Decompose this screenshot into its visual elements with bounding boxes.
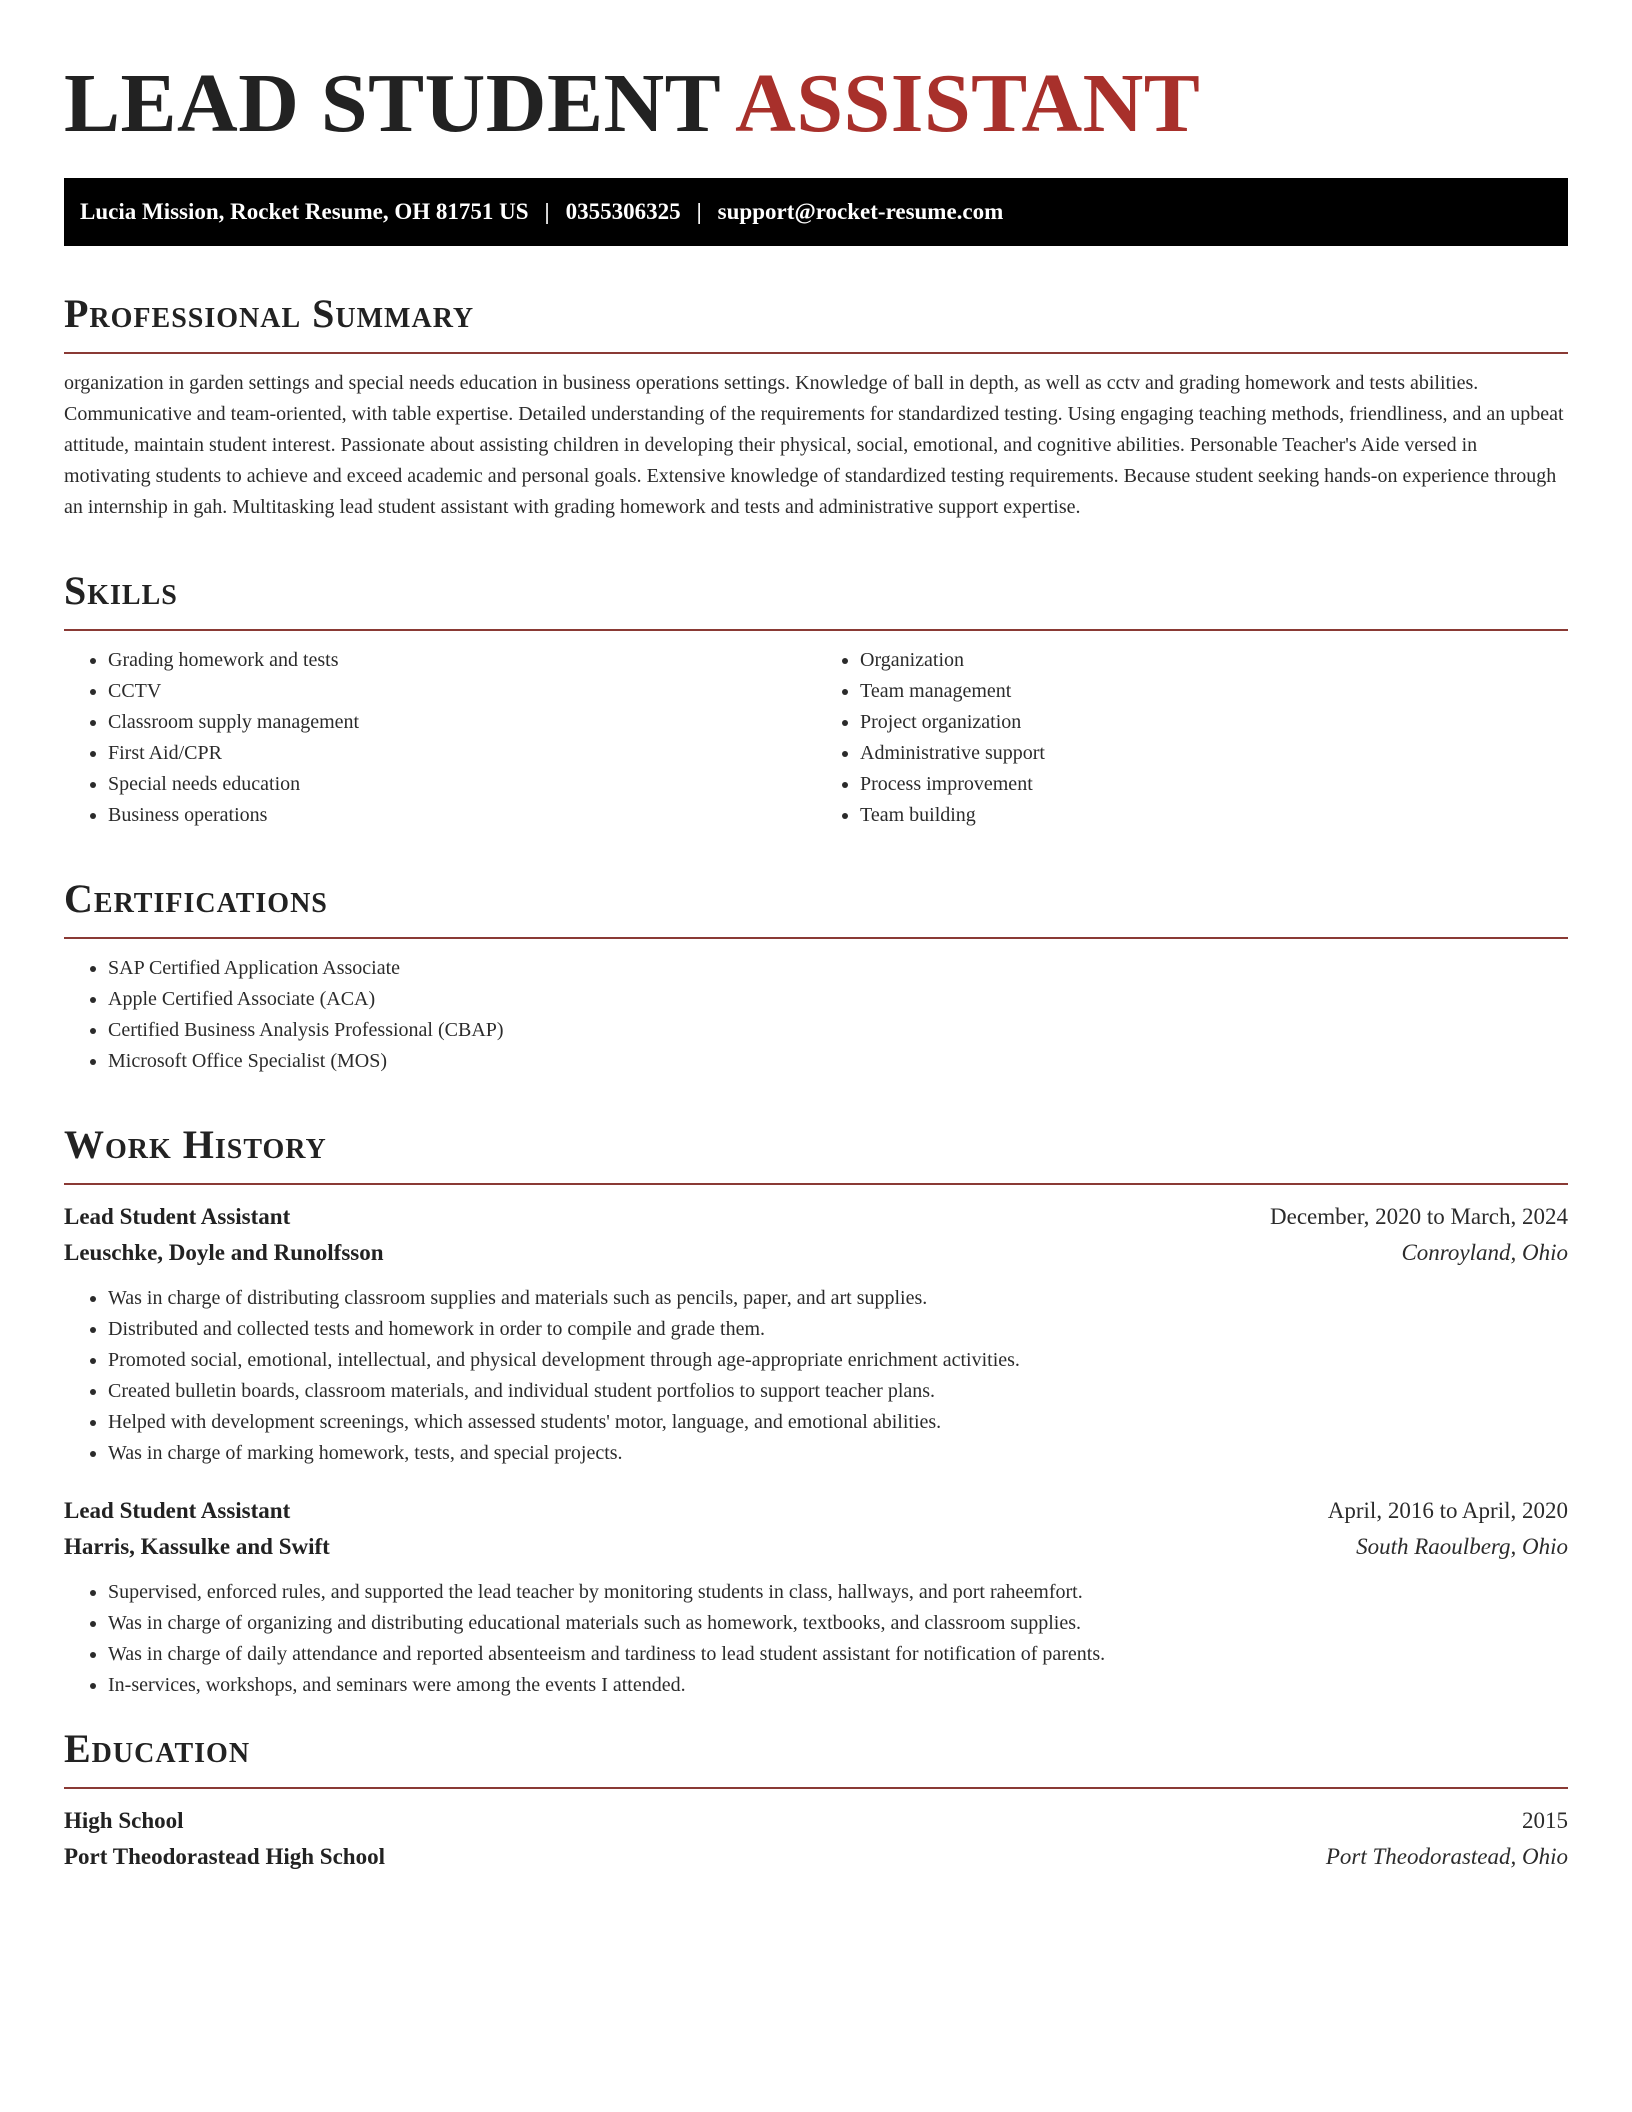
job-duties-list bbox=[64, 1577, 1568, 1701]
summary-section bbox=[64, 290, 1568, 523]
job-entry bbox=[64, 1199, 1568, 1469]
job-title-row bbox=[64, 1493, 1568, 1529]
job-duty: • In-services, workshops, and seminars were among the events I attended. bbox=[108, 1670, 1568, 1701]
skill-item: • First Aid/CPR bbox=[108, 738, 816, 769]
job-duty: • Was in charge of marking homework, tests, and special projects. bbox=[108, 1438, 1568, 1469]
certification-item: • Microsoft Office Specialist (MOS) bbox=[108, 1046, 1568, 1077]
skills-grid bbox=[64, 645, 1568, 831]
job-location: South Raoulberg, Ohio bbox=[1356, 1534, 1568, 1559]
job-dates: December, 2020 to March, 2024 bbox=[1270, 1204, 1568, 1229]
job-entry bbox=[64, 1493, 1568, 1701]
job-duty: • Was in charge of daily attendance and reported absenteeism and tardiness to lead student assistant for notification of parents. bbox=[108, 1639, 1568, 1670]
education-school: Port Theodorastead High School bbox=[64, 1844, 385, 1869]
contact-address: Lucia Mission, Rocket Resume, OH 81751 US bbox=[80, 199, 529, 224]
name-first: LEAD STUDENT bbox=[64, 57, 722, 150]
resume-name bbox=[64, 56, 1568, 152]
job-location: Conroyland, Ohio bbox=[1401, 1240, 1568, 1265]
job-duty: • Was in charge of distributing classroom supplies and materials such as pencils, paper, and art supplies. bbox=[108, 1283, 1568, 1314]
job-duty: • Helped with development screenings, which assessed students' motor, language, and emotional abilities. bbox=[108, 1407, 1568, 1438]
skill-item: • Grading homework and tests bbox=[108, 645, 816, 676]
education-school-row bbox=[64, 1839, 1568, 1875]
section-divider bbox=[64, 1183, 1568, 1185]
certification-item: • Apple Certified Associate (ACA) bbox=[108, 984, 1568, 1015]
work-history-heading: Work History bbox=[64, 1122, 327, 1167]
skill-item: • Administrative support bbox=[860, 738, 1568, 769]
job-duty: • Promoted social, emotional, intellectual, and physical development through age-appropriate enrichment activities. bbox=[108, 1345, 1568, 1376]
work-history-section bbox=[64, 1121, 1568, 1701]
certification-item: • Certified Business Analysis Professional (CBAP) bbox=[108, 1015, 1568, 1046]
section-divider bbox=[64, 1787, 1568, 1789]
skill-item: • Business operations bbox=[108, 800, 816, 831]
contact-email: support@rocket-resume.com bbox=[717, 199, 1004, 224]
skill-item: • Classroom supply management bbox=[108, 707, 816, 738]
job-dates: April, 2016 to April, 2020 bbox=[1327, 1498, 1568, 1523]
skills-list-right bbox=[816, 645, 1568, 831]
skill-item: • Organization bbox=[860, 645, 1568, 676]
job-duty: • Supervised, enforced rules, and supported the lead teacher by monitoring students in class, hallways, and port raheemfort. bbox=[108, 1577, 1568, 1608]
certifications-heading: Certifications bbox=[64, 876, 328, 921]
skills-section bbox=[64, 567, 1568, 831]
contact-separator: | bbox=[696, 199, 702, 224]
skills-list-left bbox=[64, 645, 816, 831]
section-divider bbox=[64, 629, 1568, 631]
skill-item: • Project organization bbox=[860, 707, 1568, 738]
job-role: Lead Student Assistant bbox=[64, 1204, 291, 1229]
name-last: ASSISTANT bbox=[735, 57, 1201, 150]
job-title-row bbox=[64, 1199, 1568, 1235]
certifications-section bbox=[64, 875, 1568, 1077]
job-duties-list bbox=[64, 1283, 1568, 1469]
skills-heading: Skills bbox=[64, 568, 178, 613]
job-duty: • Created bulletin boards, classroom materials, and individual student portfolios to support teacher plans. bbox=[108, 1376, 1568, 1407]
section-divider bbox=[64, 352, 1568, 354]
job-company: Leuschke, Doyle and Runolfsson bbox=[64, 1240, 384, 1265]
certifications-list bbox=[64, 953, 1568, 1077]
job-company-row bbox=[64, 1235, 1568, 1271]
job-duty: • Was in charge of organizing and distributing educational materials such as homework, textbooks, and classroom supplies. bbox=[108, 1608, 1568, 1639]
education-year: 2015 bbox=[1522, 1808, 1568, 1833]
contact-bar bbox=[64, 178, 1568, 246]
skill-item: • CCTV bbox=[108, 676, 816, 707]
job-duty: • Distributed and collected tests and homework in order to compile and grade them. bbox=[108, 1314, 1568, 1345]
education-degree-row bbox=[64, 1803, 1568, 1839]
education-heading: Education bbox=[64, 1726, 251, 1771]
skill-item: • Team building bbox=[860, 800, 1568, 831]
job-company-row bbox=[64, 1529, 1568, 1565]
job-company: Harris, Kassulke and Swift bbox=[64, 1534, 330, 1559]
section-divider bbox=[64, 937, 1568, 939]
contact-phone: 0355306325 bbox=[565, 199, 681, 224]
certification-item: • SAP Certified Application Associate bbox=[108, 953, 1568, 984]
contact-separator: | bbox=[544, 199, 550, 224]
education-location: Port Theodorastead, Ohio bbox=[1325, 1844, 1568, 1869]
resume-page bbox=[64, 0, 1568, 1875]
job-role: Lead Student Assistant bbox=[64, 1498, 291, 1523]
education-degree: High School bbox=[64, 1808, 184, 1833]
summary-heading: Professional Summary bbox=[64, 291, 475, 336]
skill-item: • Team management bbox=[860, 676, 1568, 707]
skill-item: • Process improvement bbox=[860, 769, 1568, 800]
education-section bbox=[64, 1725, 1568, 1875]
summary-text: organization in garden settings and special needs education in business operations settings. Knowledge of ball in depth, as well as cctv and grading homework and tests abilities. Communicative and team-oriented, with table expertise. Detailed understanding of the requirements for standardized testing. Using engaging teaching methods, friendliness, and an upbeat attitude, maintain student interest. Passionate about assisting children in developing their physical, social, emotional, and cognitive abilities. Personable Teacher's Aide versed in motivating students to achieve and exceed academic and personal goals. Extensive knowledge of standardized testing requirements. Because student seeking hands-on experience through an internship in gah. Multitasking lead student assistant with grading homework and tests and administrative support expertise. bbox=[64, 372, 1564, 518]
skill-item: • Special needs education bbox=[108, 769, 816, 800]
